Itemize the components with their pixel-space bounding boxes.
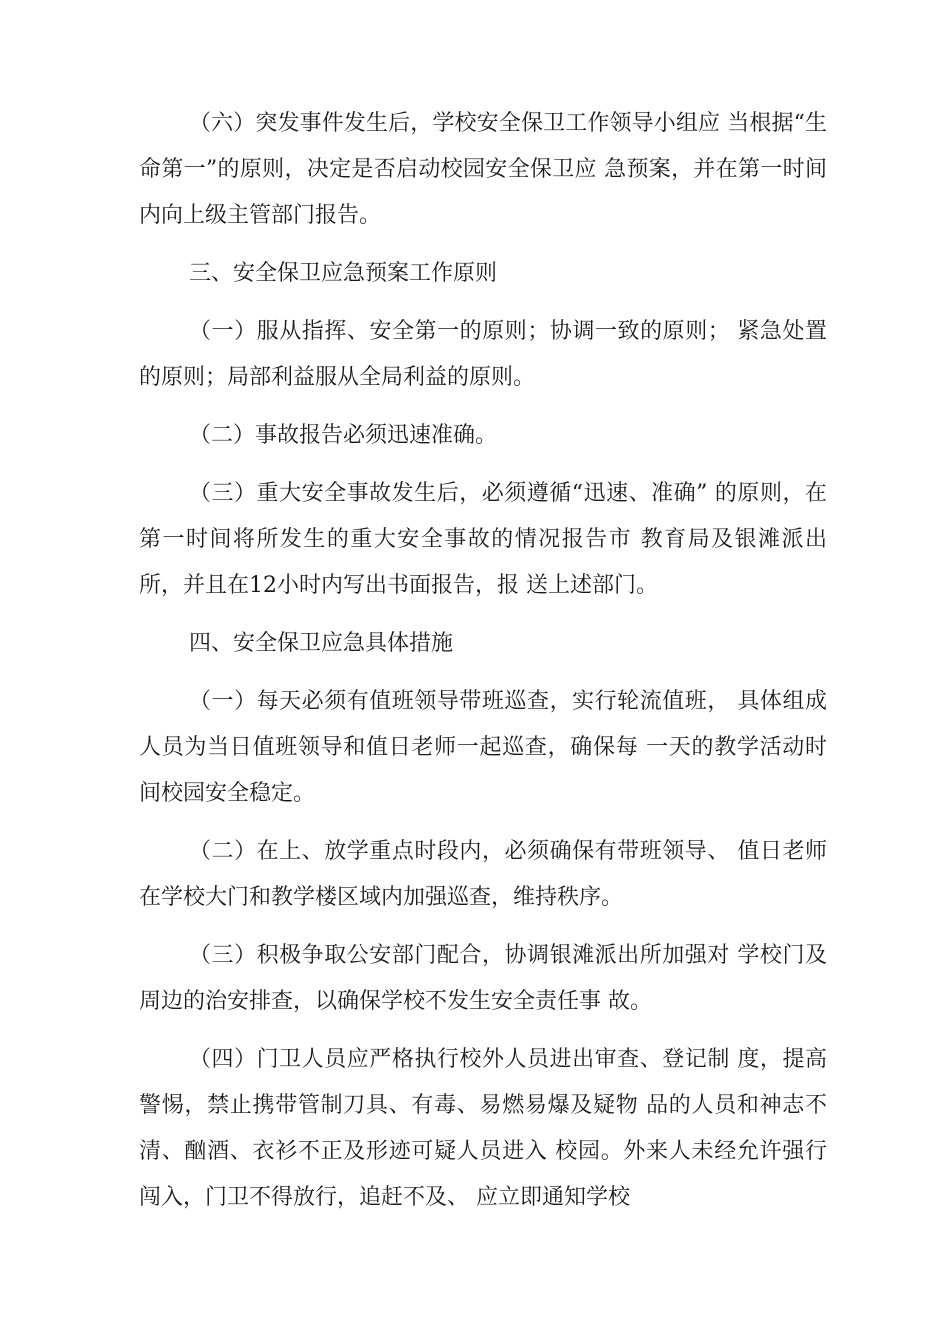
- section-heading-measures: 四、安全保卫应急具体措施: [189, 631, 454, 656]
- paragraph-measure-3: （三）积极争取公安部门配合，协调银滩派出所加强对 学校门及周边的治安排查，以确保学校不发生安全责任事 故。: [139, 943, 827, 1014]
- document-body: [139, 101, 827, 1233]
- paragraph-principle-3: （三）重大安全事故发生后，必须遵循“迅速、准确” 的原则，在第一时间将所发生的重大安全事故的情况报告市 教育局及银滩派出所，并且在12小时内写出书面报告，报 送上述部门。: [139, 481, 827, 598]
- paragraph-principle-2: （二）事故报告必须迅速准确。: [189, 423, 498, 448]
- paragraph-measure-4: （四）门卫人员应严格执行校外人员进出审查、登记制 度，提高警惕，禁止携带管制刀具、有毒、易燃易爆及疑物 品的人员和神志不清、酗酒、衣衫不正及形迹可疑人员进入 校园。外来人未经允许强行闯入，门卫不得放行，追赶不及、 应立即通知学校: [139, 1047, 827, 1210]
- section-heading-principles: 三、安全保卫应急预案工作原则: [189, 261, 498, 286]
- paragraph-principle-1: （一）服从指挥、安全第一的原则；协调一致的原则； 紧急处置的原则；局部利益服从全局利益的原则。: [139, 319, 827, 390]
- paragraph-6-emergency-report: （六）突发事件发生后，学校安全保卫工作领导小组应 当根据“生命第一”的原则，决定是否启动校园安全保卫应 急预案，并在第一时间内向上级主管部门报告。: [139, 111, 827, 228]
- paragraph-measure-1: （一）每天必须有值班领导带班巡查，实行轮流值班， 具体组成人员为当日值班领导和值日老师一起巡查，确保每 一天的教学活动时间校园安全稳定。: [139, 689, 827, 806]
- paragraph-measure-2: （二）在上、放学重点时段内，必须确保有带班领导、 值日老师在学校大门和教学楼区域内加强巡查，维持秩序。: [139, 839, 827, 910]
